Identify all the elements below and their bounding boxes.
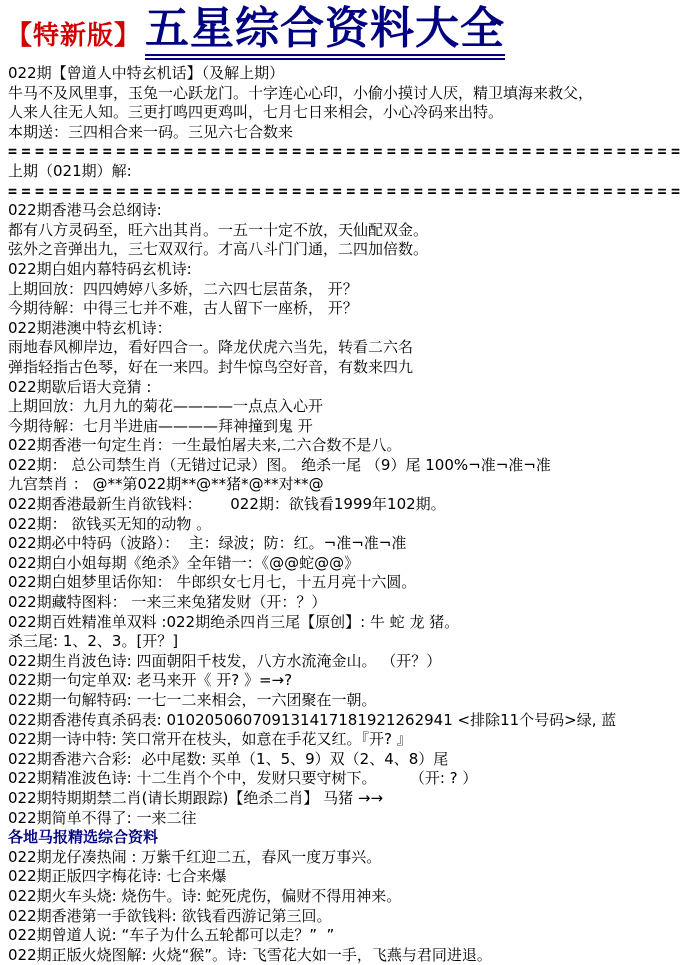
text-line: 022期一句定单双: 老马来开《 开? 》=→? [8, 671, 293, 690]
text-line: 都有八方灵码至，旺六出其肖。一五一十定不放，天仙配双金。 [8, 220, 429, 239]
text-line: 022期正版火烧图解: 火烧“猴”。诗: 飞雪花大如一手，飞燕与君同进退。 [8, 945, 492, 964]
text-line: 022期藏特图料： 一来三来兔猪发财（开：？） [8, 593, 327, 612]
text-line: 022期精准波色诗: 十二生肖个个中，发财只要守树下。 （开: ? ） [8, 769, 478, 788]
text-line: 九宫禁肖 ： @**第022期**@**猪*@**对**@ [8, 475, 324, 494]
text-line: 022期特期期禁二肖(请长期跟踪)【绝杀二肖】 马猪 →→ [8, 788, 384, 807]
text-line: 雨地春风柳岸边，看好四合一。降龙伏虎六当先，转看二六名 [8, 338, 414, 357]
text-line: 022期一诗中特: 笑口常开在枝头，如意在手花又红。『开? 』 [8, 730, 412, 749]
text-line: 人来人往无人知。三更打鸣四更鸡叫，七月七日来相会，小心冷码来出特。 [8, 103, 504, 122]
page-header [0, 0, 690, 62]
text-line: 弹指轻指古色琴，好在一来四。封牛惊鸟空好音，有数来四九 [8, 357, 414, 376]
text-line: 022期白姐梦里话你知： 牛郎织女七月七，十五月亮十六圆。 [8, 573, 417, 592]
text-line: 022期香港传真杀码表: 010205060709131417181921262941 <排除11个号码>绿, 蓝 [8, 710, 617, 729]
text-line: 022期香港最新生肖欲钱料： 022期：欲钱看1999年102期。 [8, 495, 446, 514]
text-line: 022期香港马会总纲诗: [8, 201, 162, 220]
text-line: 022期香港第一手欲钱料: 欲钱看西游记第三回。 [8, 906, 332, 925]
text-line: 022期正版四字梅花诗: 七合来爆 [8, 867, 227, 886]
text-line: 022期生肖波色诗: 四面朝阳千枝发，八方水流淹金山。 （开？） [8, 651, 442, 670]
text-line: 本期送：三四相合来一码。三见六七合数来 [8, 122, 294, 141]
page-title: 五星综合资料大全 [145, 6, 505, 59]
text-line: 022期港澳中特玄机诗： [8, 318, 172, 337]
separator-line: ================================================== [8, 181, 685, 200]
text-line: 022期： 欲钱买无知的动物 。 [8, 514, 212, 533]
text-line: 022期白姐内幕特码玄机诗: [8, 259, 192, 278]
text-line: 022期火车头烧: 烧伤牛。诗: 蛇死虎伤，偏财不得用神来。 [8, 886, 402, 905]
text-line: 022期香港一句定生肖：一生最怕屠夫来,二六合数不是八。 [8, 436, 402, 455]
text-line: 022期白小姐每期《绝杀》全年错一：《@@蛇@@》 [8, 553, 360, 572]
text-line: 牛马不及风里事，玉兔一心跃龙门。十字连心心印，小偷小摸讨人厌，精卫填海来救父， [8, 83, 594, 102]
text-line: 弦外之音弹出九，三七双双行。才高八斗门门通，二四加倍数。 [8, 240, 429, 259]
content-lines [0, 62, 690, 965]
text-line: 022期【曾道人中特玄机话】（及解上期） [8, 64, 285, 82]
text-line: 022期百姓精准单双料 :022期绝杀四肖三尾【原创】: 牛 蛇 龙 猪。 [8, 612, 460, 631]
text-line: 上期回放：四四娉婷八多娇，二六四七层苗条， 开？ [8, 279, 358, 298]
edition-badge: 【特新版】 [6, 20, 142, 51]
text-line: 022期： 总公司禁生肖（无错过记录）图。 绝杀一尾 （9）尾 100%¬准¬准¬准 [8, 455, 551, 474]
text-line: 022期一句解特码: 一七一二来相会，一六团聚在一朝。 [8, 691, 377, 709]
text-line: 上期回放：九月九的菊花————一点点入心开 [8, 397, 324, 416]
text-line: 杀三尾: 1、2、3。[开？] [8, 632, 179, 651]
text-line: 022期龙仔凑热闹 : 万紫千红迎二五，春风一度万事兴。 [8, 847, 382, 866]
text-line: 022期歇后语大竞猜 : [8, 377, 152, 396]
text-line: 022期曾道人说: “车子为什么五轮都可以走？” ” [8, 926, 335, 945]
text-line: 022期简单不得了: 一来二往 [8, 808, 197, 827]
separator-line: ================================================== [8, 142, 685, 161]
text-line: 022期香港六合彩: 必中尾数: 买单（1、5、9）双（2、4、8）尾 [8, 749, 449, 768]
section-heading: 各地马报精选综合资料 [8, 828, 159, 847]
text-line: 022期必中特码（波路）： 主：绿波；防：红。¬准¬准¬准 [8, 534, 407, 553]
text-line: 今期待解：中得三七并不难，古人留下一座桥， 开？ [8, 299, 358, 318]
text-line: 上期（021期）解: [8, 161, 132, 180]
text-line: 今期待解：七月半进庙————拜神撞到鬼 开 [8, 416, 313, 435]
